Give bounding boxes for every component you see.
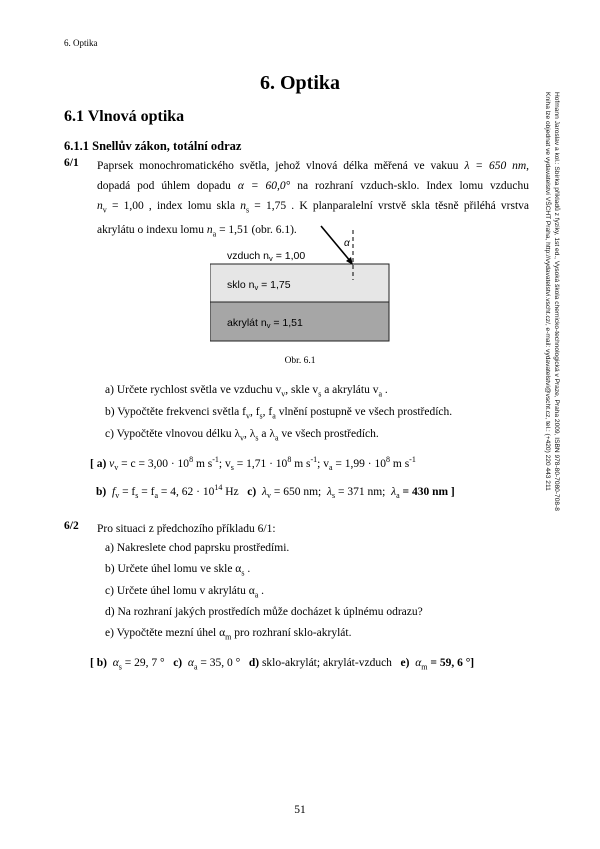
list-item: [105, 428, 379, 442]
item-text: Vypočtěte frekvenci světla f: [117, 406, 246, 418]
answer-exponent: 8: [287, 455, 292, 464]
item-text: Vypočtěte mezní úhel α: [116, 627, 226, 639]
answer-label: [ b): [90, 657, 107, 669]
item-label: d): [105, 606, 115, 618]
item-subscript: s: [255, 433, 259, 443]
answer-text: = f: [138, 485, 155, 498]
answer-label: c): [247, 485, 257, 498]
item-label: c): [105, 585, 114, 597]
answer-exponent: -1: [310, 455, 318, 464]
running-header: 6. Optika: [64, 38, 98, 48]
answer-unit: m s: [390, 457, 410, 470]
item-subscript: s: [241, 568, 245, 578]
equation-symbol: λ: [391, 485, 397, 498]
answer-6-2: [90, 657, 474, 671]
answer-exponent: -1: [212, 455, 219, 464]
equation-value: = 1,00: [111, 200, 144, 212]
answer-value: = 1,71 · 10: [233, 457, 288, 470]
equation-subscript: v: [114, 463, 119, 473]
item-text: vlnění postupně ve všech prostředích.: [275, 406, 453, 418]
equation-symbol: α: [187, 657, 194, 669]
item-text: Určete úhel lomu ve skle α: [117, 563, 242, 575]
problem-number: 6/1: [64, 157, 79, 169]
equation-symbol: α: [112, 657, 119, 669]
answer-unit: Hz: [222, 485, 239, 498]
figure-caption: Obr. 6.1: [284, 356, 316, 366]
item-label: a): [105, 384, 114, 396]
answer-exponent: -1: [409, 455, 416, 464]
list-item: [105, 384, 388, 398]
item-text: ve všech prostředích.: [278, 428, 379, 440]
answer-exponent: 14: [214, 483, 223, 492]
answer-value: = 29, 7 °: [121, 657, 165, 669]
side-copyright-note: [543, 92, 561, 722]
item-label: b): [105, 563, 115, 575]
equation-subscript: s: [230, 463, 234, 473]
answer-value: = 35, 0 °: [197, 657, 241, 669]
item-label: b): [105, 406, 115, 418]
air-label-value: = 1,00: [272, 250, 306, 262]
equation-symbol: v: [109, 457, 115, 470]
list-item: [105, 406, 452, 420]
answer-value: = 1,99 · 10: [332, 457, 386, 470]
list-item: [105, 563, 250, 577]
equation-symbol: α: [415, 657, 422, 669]
item-text: , skle v: [285, 384, 319, 396]
answer-value: = 650 nm;: [270, 485, 322, 498]
answer-label: d): [248, 657, 260, 669]
figure-layers: [210, 224, 390, 348]
item-text: Nakreslete chod paprsku prostředími.: [116, 542, 290, 554]
item-text: Vypočtěte vlnovou délku λ: [116, 428, 241, 440]
equation-symbol: λ: [326, 485, 332, 498]
list-item: [105, 585, 264, 599]
glass-label-value: = 1,75: [258, 279, 291, 291]
side-note-line-2: Kniha lze objednat ve vydavatelství VŠCHT Praha, http://vydavatelstvi.vscht.cz/, e-mail: vydavatelstvi@vscht.cz, tel.: (+420) 220 443 211: [544, 92, 551, 491]
item-label: a): [105, 542, 114, 554]
answer-text: ; v: [317, 457, 329, 470]
glass-label-text: sklo n: [227, 279, 255, 291]
side-note-line-1: Hofmann Jaroslav a kol.: Sbírka příkladů z fyziky, 1st ed., Vysoká škola chemicko-technologická v Praze, Praha 2009, ISBN 978-80-7080-708-8: [553, 92, 560, 511]
acrylic-label-text: akrylát n: [227, 317, 267, 329]
section-title: 6.1 Vlnová optika: [64, 108, 185, 125]
item-label: c): [105, 428, 114, 440]
item-subscript: v: [281, 389, 286, 399]
equation-subscript: s: [118, 662, 122, 672]
equation-subscript: v: [266, 491, 271, 501]
equation-subscript: m: [421, 662, 428, 672]
answer-value: = 430 nm ]: [399, 485, 455, 498]
item-subscript: a: [272, 411, 276, 421]
problem-text-line: (obr. 6.1).: [251, 224, 297, 237]
item-subscript: s: [318, 389, 322, 399]
answer-a: [90, 455, 416, 472]
list-item: [105, 542, 289, 554]
item-subscript: s: [259, 411, 263, 421]
equation-subscript: s: [245, 205, 250, 215]
equation-symbol: n: [206, 224, 213, 237]
item-text: Určete rychlost světla ve vzduchu v: [116, 384, 282, 396]
answer-text: = f: [119, 485, 136, 498]
answer-label: e): [400, 657, 410, 669]
equation-subscript: v: [115, 491, 120, 501]
answer-text: ; v: [218, 457, 231, 470]
air-layer-label: [227, 250, 305, 263]
answer-unit: m s: [291, 457, 311, 470]
item-subscript: v: [240, 433, 245, 443]
item-text: Na rozhraní jakých prostředích může docházet k úplnému odrazu?: [117, 606, 423, 618]
item-text: .: [382, 384, 388, 396]
problem-text-line: , index lomu skla: [148, 200, 236, 212]
item-subscript: a: [254, 590, 259, 600]
item-subscript: m: [225, 632, 232, 642]
answer-exponent: 8: [386, 455, 390, 464]
air-label-sub: v: [269, 254, 273, 263]
item-text: , f: [249, 406, 260, 418]
answer-value: = 371 nm;: [335, 485, 386, 498]
equation-symbol: λ: [261, 485, 267, 498]
item-text: a λ: [258, 428, 275, 440]
item-text: .: [244, 563, 251, 575]
equation-subscript: a: [193, 662, 198, 672]
answer-value: = 59, 6 °]: [427, 657, 475, 669]
item-text: Určete úhel lomu v akrylátu α: [116, 585, 255, 597]
answer-bc: [96, 483, 455, 500]
acrylic-label-value: = 1,51: [270, 317, 303, 329]
equation-wavelength: λ = 650 nm,: [464, 160, 530, 172]
problem-text-line: Paprsek monochromatického světla, jehož vlnová délka měřená ve vakuu: [97, 160, 459, 172]
problem-text-line: dopadá pod úhlem dopadu: [97, 180, 231, 192]
problem-number: 6/2: [64, 520, 79, 532]
air-label-text: vzduch n: [227, 250, 270, 262]
item-subscript: a: [274, 433, 279, 443]
alpha-label: α: [344, 238, 350, 249]
list-item: [105, 627, 351, 641]
chapter-title: 6. Optika: [259, 72, 341, 94]
equation-subscript: s: [331, 491, 336, 501]
page-number: 51: [294, 804, 306, 816]
item-subscript: a: [378, 389, 383, 399]
equation-symbol: n: [97, 200, 103, 212]
glass-label-sub: v: [254, 283, 259, 292]
answer-value: = 4, 62 · 10: [158, 485, 215, 498]
acrylic-layer-label: [227, 317, 303, 330]
equation-subscript: a: [154, 491, 159, 501]
glass-layer-label: [227, 279, 291, 292]
acrylic-label-sub: v: [266, 321, 271, 330]
equation-subscript: s: [135, 491, 139, 501]
equation-subscript: a: [212, 229, 217, 239]
answer-label: [ a): [90, 457, 107, 470]
equation-subscript: a: [396, 491, 400, 501]
equation-subscript: v: [102, 205, 107, 215]
answer-text: sklo-akrylát; akrylát-vzduch: [261, 657, 392, 669]
equation-subscript: a: [328, 463, 333, 473]
item-text: , λ: [244, 428, 256, 440]
equation-symbol: f: [111, 485, 116, 498]
answer-label: c): [173, 657, 183, 669]
equation-symbol: n: [240, 200, 246, 212]
equation-value: = 1,75: [254, 200, 287, 212]
item-label: e): [105, 627, 114, 639]
item-subscript: v: [245, 411, 250, 421]
problem-text-line: na rozhraní vzduch-sklo. Index lomu vzduchu: [297, 180, 530, 192]
list-item: [105, 606, 423, 618]
problem-intro: Pro situaci z předchozího příkladu 6/1:: [97, 523, 276, 535]
answer-label: b): [96, 485, 107, 498]
answer-exponent: 8: [189, 455, 194, 464]
item-text: pro rozhraní sklo-akrylát.: [231, 627, 352, 639]
item-text: , f: [262, 406, 273, 418]
equation-value: = 1,51: [219, 224, 249, 237]
answer-value: = c = 3,00 · 10: [118, 457, 190, 470]
item-text: .: [258, 585, 265, 597]
subsection-title: 6.1.1 Snellův zákon, totální odraz: [64, 139, 242, 153]
equation-angle: α = 60,0°: [237, 180, 291, 192]
item-text: a akrylátu v: [321, 384, 379, 396]
problem-text-line: . K planparalelní vrstvě skla těsně přiléhá vrstva: [291, 200, 530, 212]
answer-unit: m s: [193, 457, 213, 470]
problem-text-line: akrylátu o indexu lomu: [97, 224, 204, 237]
